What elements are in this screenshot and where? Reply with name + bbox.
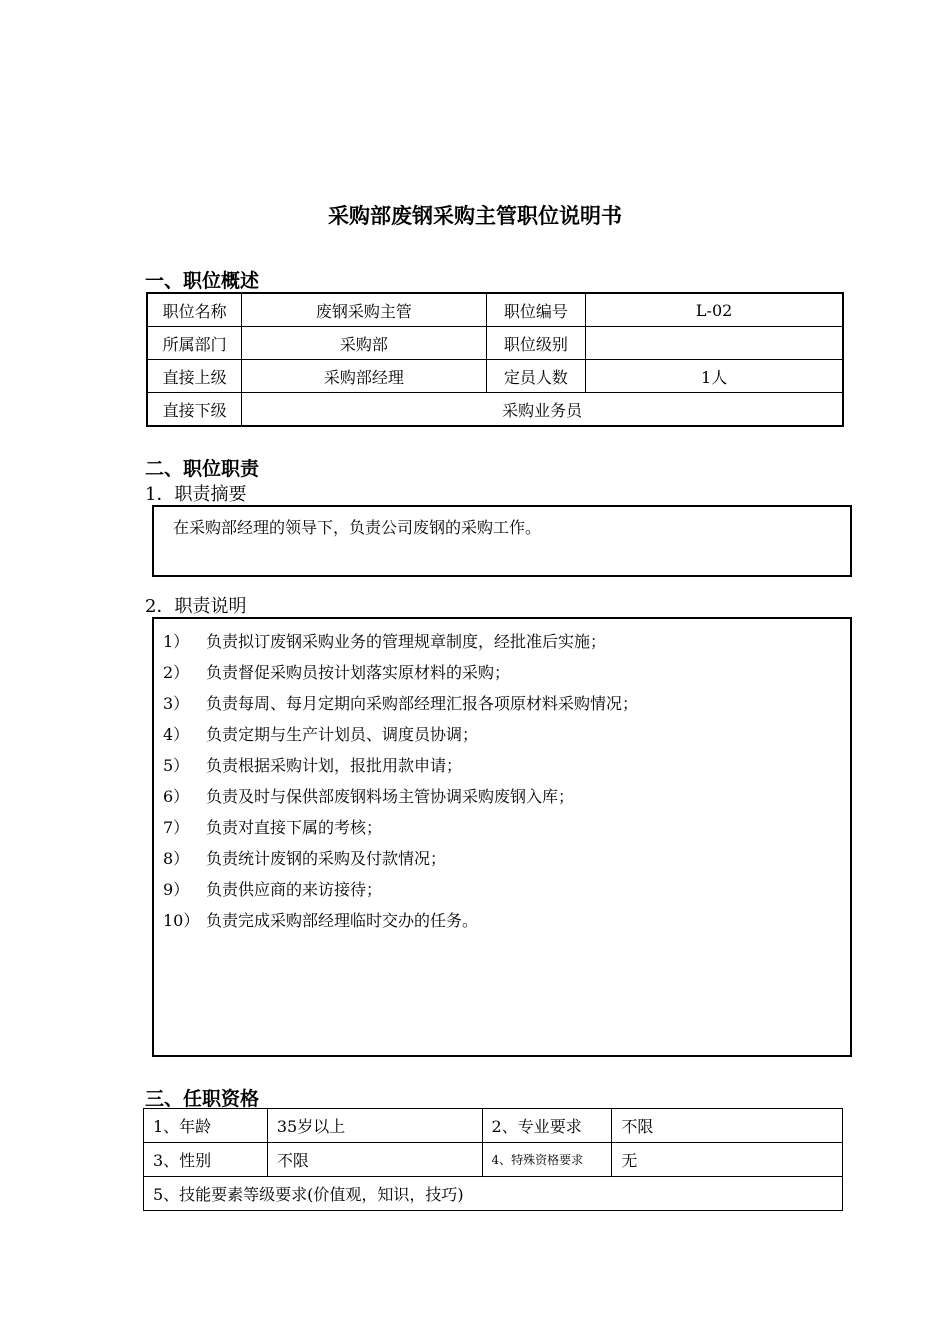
list-item-text: 负责定期与生产计划员、调度员协调；	[206, 725, 479, 744]
list-item-text: 负责及时与保供部废钢料场主管协调采购废钢入库；	[206, 787, 575, 806]
list-item-text: 负责统计废钢的采购及付款情况；	[206, 849, 447, 868]
label-cell: 所属部门	[147, 327, 242, 360]
list-item-number: 3）	[163, 694, 190, 713]
overview-table	[146, 292, 844, 427]
value-cell: 无	[612, 1143, 843, 1177]
section-heading-overview: 一、职位概述	[145, 270, 260, 292]
label-cell: 定员人数	[486, 360, 586, 393]
list-item-number: 6）	[163, 787, 190, 806]
value-cell: 不限	[267, 1143, 482, 1177]
value-cell: 不限	[612, 1109, 843, 1143]
value-cell: 废钢采购主管	[242, 293, 486, 327]
label-cell: 直接上级	[147, 360, 242, 393]
list-item-number: 1）	[163, 632, 190, 651]
label-cell: 职位级别	[486, 327, 586, 360]
value-cell	[586, 327, 843, 360]
table-row	[147, 293, 843, 327]
list-item	[163, 660, 510, 683]
label-cell: 5、技能要素等级要求(价值观，知识，技巧)	[144, 1177, 843, 1211]
list-item-text: 负责每周、每月定期向采购部经理汇报各项原材料采购情况；	[206, 694, 639, 713]
list-item	[163, 691, 638, 714]
value-cell: 1人	[586, 360, 843, 393]
value-cell: 采购业务员	[242, 393, 843, 427]
list-item	[163, 877, 382, 900]
summary-text: 在采购部经理的领导下，负责公司废钢的采购工作。	[173, 518, 542, 537]
table-row	[144, 1177, 843, 1211]
value-cell: 采购部	[242, 327, 486, 360]
list-item	[163, 815, 382, 838]
value-cell: 35岁以上	[267, 1109, 482, 1143]
table-row	[147, 360, 843, 393]
section-heading-duties: 二、职位职责	[145, 458, 260, 480]
value-cell: L-02	[586, 293, 843, 327]
table-row	[147, 327, 843, 360]
summary-heading: 1．职责摘要	[145, 484, 247, 505]
list-item	[163, 629, 606, 652]
label-cell: 2、专业要求	[482, 1109, 612, 1143]
qualifications-table	[143, 1108, 843, 1211]
label-cell: 职位名称	[147, 293, 242, 327]
value-cell: 采购部经理	[242, 360, 486, 393]
label-cell: 3、性别	[144, 1143, 268, 1177]
list-item-number: 8）	[163, 849, 190, 868]
list-item	[163, 784, 574, 807]
list-item-text: 负责根据采购计划，报批用款申请；	[206, 756, 463, 775]
list-item-number: 9）	[163, 880, 190, 899]
list-item-number: 10）	[163, 911, 200, 930]
section-heading-qualifications: 三、任职资格	[145, 1088, 260, 1110]
table-row	[147, 393, 843, 427]
document-title: 采购部废钢采购主管职位说明书	[328, 204, 622, 228]
label-cell: 1、年龄	[144, 1109, 268, 1143]
duties-heading: 2．职责说明	[145, 596, 247, 617]
label-cell: 直接下级	[147, 393, 242, 427]
list-item-text: 负责督促采购员按计划落实原材料的采购；	[206, 663, 511, 682]
list-item	[163, 753, 462, 776]
list-item-text: 负责对直接下属的考核；	[206, 818, 383, 837]
list-item	[163, 722, 478, 745]
table-row	[144, 1109, 843, 1143]
list-item-text: 负责拟订废钢采购业务的管理规章制度，经批准后实施；	[206, 632, 607, 651]
list-item	[163, 846, 446, 869]
label-cell: 职位编号	[486, 293, 586, 327]
list-item-number: 2）	[163, 663, 190, 682]
duties-box	[152, 617, 852, 1057]
list-item-number: 4）	[163, 725, 190, 744]
list-item-text: 负责供应商的来访接待；	[206, 880, 383, 899]
table-row	[144, 1143, 843, 1177]
list-item	[163, 908, 478, 931]
label-cell: 4、特殊资格要求	[482, 1143, 612, 1177]
summary-box	[152, 505, 852, 577]
list-item-number: 7）	[163, 818, 190, 837]
list-item-text: 负责完成采购部经理临时交办的任务。	[206, 911, 479, 930]
list-item-number: 5）	[163, 756, 190, 775]
